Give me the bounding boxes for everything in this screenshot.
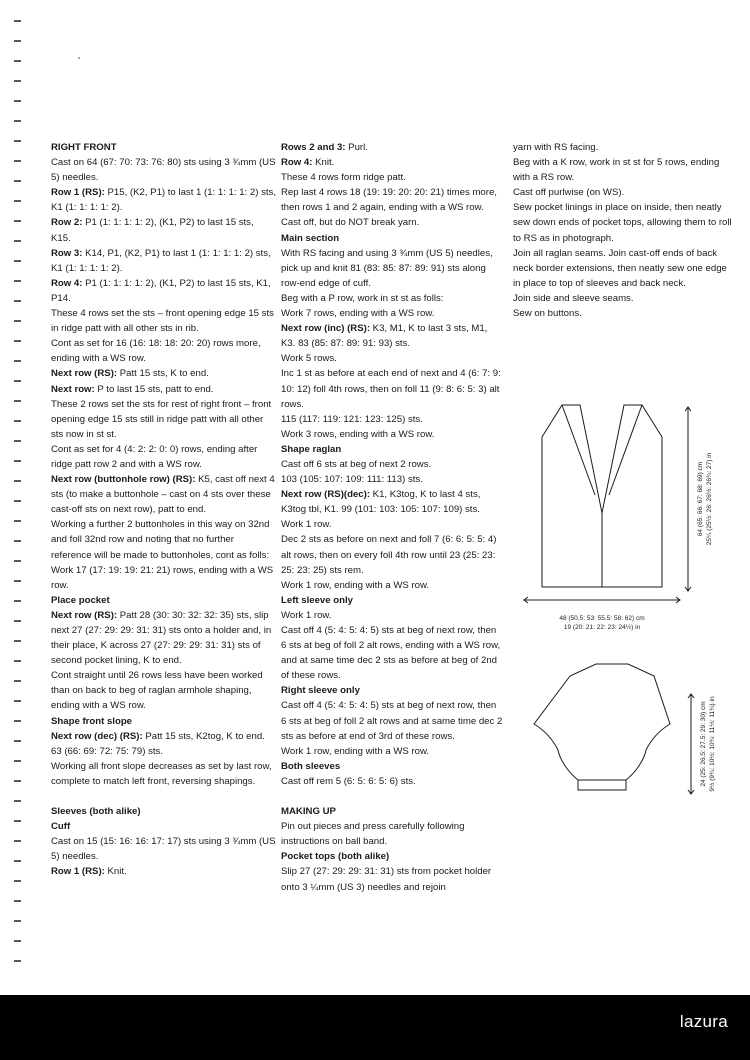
instruction-paragraph: Row 1 (RS): P15, (K2, P1) to last 1 (1: 1: 1: 1: 2) sts, K1 (1: 1: 1: 1: 2). — [51, 187, 277, 214]
instruction-paragraph: Pin out pieces and press carefully following instructions on ball band. — [281, 821, 465, 848]
instruction-paragraph: Cast off, but do NOT break yarn. — [281, 217, 420, 229]
column-2 — [281, 140, 503, 895]
instruction-paragraph: Cont as set for 4 (4: 2: 2: 0: 0) rows, ending after ridge patt row 2 and with a WS row. — [51, 443, 258, 470]
instruction-paragraph: Work 3 rows, ending with a WS row. — [281, 428, 435, 440]
instruction-paragraph: Cont straight until 26 rows less have been worked than on back to beg of raglan armhole shaping, ending with a WS row. — [51, 670, 263, 712]
instruction-paragraph: Row 2: P1 (1: 1: 1: 1: 2), (K1, P2) to last 15 sts, K15. — [51, 217, 254, 244]
instruction-paragraph: Cast off rem 5 (6: 5: 6: 5: 6) sts. — [281, 775, 416, 787]
binding-edge — [0, 0, 22, 995]
section-heading: Shape front slope — [51, 715, 133, 727]
section-heading: Main section — [281, 232, 340, 244]
instruction-paragraph: Next row (RS): Patt 28 (30: 30: 32: 32: 35) sts, slip next 27 (27: 29: 29: 31: 31) sts onto a holder and, in their place, K across 27 (27: 29: 29: 31: 31) sts of second pocket lining, K to end. — [51, 609, 272, 667]
column-3 — [513, 140, 733, 321]
instruction-paragraph: Work 1 row, ending with a WS row. — [281, 745, 430, 757]
body-schematic — [520, 395, 720, 635]
section-heading: Right sleeve only — [281, 685, 360, 697]
instruction-paragraph: Next row (buttonhole row) (RS): K5, cast off next 4 sts (to make a buttonhole – cast on 4 sts over these cast-off sts on next row), patt to end. — [51, 474, 275, 516]
instruction-paragraph: 103 (105: 107: 109: 111: 113) sts. — [281, 474, 423, 486]
section-heading: Place pocket — [51, 594, 110, 606]
instruction-paragraph: Work 7 rows, ending with a WS row. — [281, 308, 435, 320]
instruction-paragraph: Cast off 6 sts at beg of next 2 rows. — [281, 458, 432, 470]
sleeve-schematic — [528, 660, 728, 820]
instruction-paragraph: Work 1 row. — [281, 609, 332, 621]
instruction-paragraph: Row 1 (RS): Knit. — [51, 866, 127, 878]
instruction-paragraph: Join all raglan seams. Join cast-off ends of back neck border extensions, then neatly sew one edge in place to top of sleeves and back neck. — [513, 247, 727, 289]
instruction-paragraph: Work 1 row. — [281, 519, 332, 531]
instruction-paragraph: Dec 2 sts as before on next and foll 7 (6: 6: 5: 5: 4) alt rows, then on every foll 4th row until 23 (25: 23: 25: 23: 25) sts rem. — [281, 534, 497, 576]
instruction-paragraph: With RS facing and using 3 ¾mm (US 5) needles, pick up and knit 81 (83: 85: 87: 89: 91) sts along row-end edge of cuff. — [281, 247, 493, 289]
instruction-paragraph: Sew on buttons. — [513, 308, 582, 320]
instruction-paragraph: Sew pocket linings in place on inside, then neatly sew down ends of pocket tops, allowing them to roll to RS as in photograph. — [513, 202, 732, 244]
instruction-paragraph: Next row (RS): Patt 15 sts, K to end. — [51, 368, 209, 380]
height-label-in: 25¼ (25½: 26: 26½: 26¾: 27) in — [706, 452, 713, 546]
section-heading: Shape raglan — [281, 443, 342, 455]
width-label-cm: 48 (50.5: 53: 55.5: 58: 62) cm — [559, 615, 645, 622]
instruction-paragraph: Cast off purlwise (on WS). — [513, 187, 625, 199]
section-heading: RIGHT FRONT — [51, 142, 117, 153]
height-label-cm: 64 (65: 66: 67: 68: 69) cm — [697, 461, 704, 537]
footer-bar — [0, 995, 750, 1060]
instruction-paragraph: Slip 27 (27: 29: 29: 31: 31) sts from pocket holder onto 3 ¼mm (US 3) needles and rejoin — [281, 866, 492, 893]
instruction-paragraph: 115 (117: 119: 121: 123: 125) sts. — [281, 413, 423, 425]
instruction-paragraph: Row 4: Knit. — [281, 157, 335, 169]
scan-speck — [78, 57, 80, 59]
section-heading: Rows 2 and 3: Purl. — [281, 142, 368, 153]
instruction-paragraph: Cast on 15 (15: 16: 16: 17: 17) sts using 3 ¾mm (US 5) needles. — [51, 836, 276, 863]
instruction-paragraph: yarn with RS facing. — [513, 142, 599, 153]
section-heading: MAKING UP — [281, 806, 336, 818]
instruction-paragraph: Cast on 64 (67: 70: 73: 76: 80) sts using 3 ¾mm (US 5) needles. — [51, 157, 276, 184]
instruction-paragraph: Next row (inc) (RS): K3, M1, K to last 3 sts, M1, K3. 83 (85: 87: 89: 91: 93) sts. — [281, 323, 488, 350]
sleeve-height-label-cm: 24 (25: 26.5: 27.5: 29: 30) cm — [700, 701, 707, 787]
width-label-in: 19 (20: 21: 22: 23: 24½) in — [563, 624, 641, 631]
instruction-paragraph: Next row (RS)(dec): K1, K3tog, K to last 4 sts, K3tog tbl, K1. 99 (101: 103: 105: 107: 109) sts. — [281, 489, 481, 516]
section-heading: Cuff — [51, 821, 71, 833]
instruction-paragraph: Next row (dec) (RS): Patt 15 sts, K2tog, K to end. 63 (66: 69: 72: 75: 79) sts. — [51, 730, 265, 757]
sleeve-outline — [534, 664, 670, 790]
brand-watermark: lazura — [679, 1012, 728, 1031]
instruction-paragraph: Beg with a K row, work in st st for 5 rows, ending with a RS row. — [513, 157, 720, 184]
instruction-paragraph: Inc 1 st as before at each end of next and 4 (6: 7: 9: 10: 12) foll 4th rows, then on foll 11 (9: 8: 6: 5: 3) alt rows. — [281, 368, 501, 410]
instruction-paragraph: Cast off 4 (5: 4: 5: 4: 5) sts at beg of next row, then 6 sts at beg of foll 2 alt rows and at same time dec 2 sts as before at end of 3rd of these rows. — [281, 700, 503, 742]
instruction-paragraph: Join side and sleeve seams. — [513, 292, 634, 304]
instruction-paragraph: Beg with a P row, work in st st as folls: — [281, 292, 444, 304]
instruction-paragraph: Cont as set for 16 (16: 18: 18: 20: 20) rows more, ending with a WS row. — [51, 338, 261, 365]
instruction-paragraph: Rep last 4 rows 18 (19: 19: 20: 20: 21) times more, then rows 1 and 2 again, ending with a WS row. — [281, 187, 497, 214]
instruction-paragraph: Next row: P to last 15 sts, patt to end. — [51, 383, 214, 395]
section-heading: Both sleeves — [281, 760, 341, 772]
section-heading: Sleeves (both alike) — [51, 806, 141, 818]
instruction-paragraph: Work 1 row, ending with a WS row. — [281, 579, 430, 591]
instruction-paragraph: These 2 rows set the sts for rest of right front – front opening edge 15 sts still in ridge patt with all other sts now in st st. — [51, 398, 272, 440]
instruction-paragraph: Work 5 rows. — [281, 353, 337, 365]
instruction-paragraph: These 4 rows set the sts – front opening edge 15 sts in ridge patt with all other sts in rib. — [51, 308, 274, 335]
instruction-paragraph: These 4 rows form ridge patt. — [281, 172, 406, 184]
instruction-paragraph: Cast off 4 (5: 4: 5: 4: 5) sts at beg of next row, then 6 sts at beg of foll 2 alt rows, ending with a WS row, and at same time dec 2 sts as before at beg of 2nd of these rows. — [281, 625, 501, 682]
instruction-paragraph: Working all front slope decreases as set by last row, complete to match left front, reversing shapings. — [51, 760, 272, 787]
sleeve-height-label-in: 9½ (9¾: 10½: 10¾: 11½: 11¾) in — [709, 696, 716, 792]
neck-left-edge — [562, 405, 595, 495]
column-1 — [51, 140, 276, 880]
section-heading: Pocket tops (both alike) — [281, 851, 390, 863]
instruction-paragraph: Row 4: P1 (1: 1: 1: 1: 2), (K1, P2) to last 15 sts, K1, P14. — [51, 277, 271, 304]
instruction-paragraph: Row 3: K14, P1, (K2, P1) to last 1 (1: 1: 1: 1: 2) sts, K1 (1: 1: 1: 1: 2). — [51, 247, 271, 274]
section-heading: Left sleeve only — [281, 594, 353, 606]
neck-right-edge — [609, 405, 642, 495]
instruction-paragraph: Working a further 2 buttonholes in this way on 32nd and foll 32nd row and noting that no further reference will be made to buttonholes, cont as folls: — [51, 519, 270, 561]
instruction-paragraph: Work 17 (17: 19: 19: 21: 21) rows, ending with a WS row. — [51, 564, 274, 591]
